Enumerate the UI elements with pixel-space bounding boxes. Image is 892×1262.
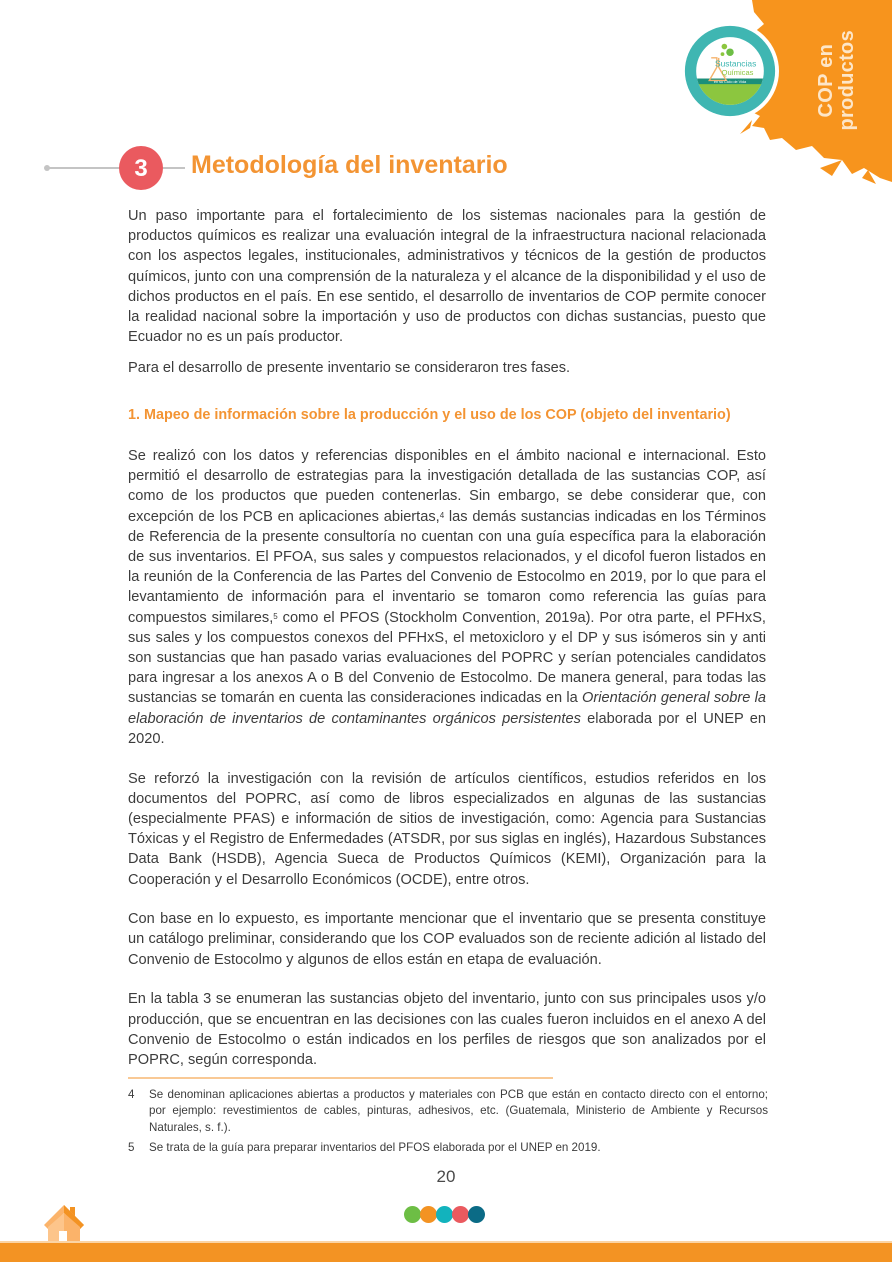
svg-text:en su Ciclo de Vida: en su Ciclo de Vida	[713, 79, 747, 84]
section-number-badge: 3	[119, 146, 163, 190]
page-number: 20	[436, 1167, 456, 1186]
dot-teal	[436, 1206, 453, 1223]
footnotes	[128, 1087, 768, 1161]
paragraph-3	[128, 446, 766, 749]
subsection-heading-1: 1. Mapeo de información sobre la producción y el uso de los COP (objeto del inventario)	[128, 407, 731, 423]
svg-text:Químicas: Químicas	[721, 67, 754, 77]
p3-part-c: como el PFOS (Stockholm Convention, 2019a). Por otra parte, el PFHxS, sus sales y los compuestos conexos del PFHxS, el metoxicloro y el DP y sus isómeros sin y anti son sustancias que han pasado varias evaluaciones del POPRC y serían potenciales candidatos para ingresar a los anexos A o B del Convenio de Estocolmo. De manera general, para todas las sustancias se tomarán en cuenta las consideraciones indicadas en la	[128, 609, 766, 707]
dot-dark-teal	[468, 1206, 485, 1223]
p3-part-a: Se realizó con los datos y referencias disponibles en el ámbito nacional e internacional. Esto permitió el desarrollo de estrategias para la investigación detallada de las sustancias COP, así como de los productos que pueden contenerlas. Sin embargo, se debe considerar que, con excepción de los PCB en aplicaciones abiertas,	[128, 448, 766, 525]
paragraph-intro	[128, 206, 766, 367]
heading-line-right	[163, 167, 185, 169]
footer-bar	[0, 1243, 892, 1262]
footnote-number: 5	[128, 1141, 135, 1155]
paragraph-6: En la tabla 3 se enumeran las sustancias objeto del inventario, junto con sus principales usos y/o producción, que se encuentran en las decisiones con las cuales fueron incluidos en el anexo A del Convenio de Estocolmo o están indicados en los perfiles de riesgos que son analizados por el POPRC, según corresponda.	[128, 991, 766, 1068]
program-logo-seal	[683, 24, 777, 118]
body-main	[128, 446, 766, 1090]
footnote-text: Se trata de la guía para preparar inventarios del PFOS elaborada por el UNEP en 2019.	[149, 1141, 601, 1155]
footnote-text: Se denominan aplicaciones abiertas a productos y materiales con PCB que están en contacto directo con el entorno; por ejemplo: revestimientos de cables, pinturas, adhesivos, etc. (Guatemala, Ministerio de Ambiente y Recursos Naturales, s. f.).	[149, 1088, 768, 1134]
color-dots-decoration	[404, 1206, 484, 1222]
p3-part-d: elaborada por el UNEP en 2020.	[128, 710, 767, 747]
dot-red	[452, 1206, 469, 1223]
side-tab-line-1: COP en	[815, 43, 837, 118]
section-title: Metodología del inventario	[191, 151, 508, 179]
footnote-number: 4	[128, 1088, 135, 1101]
footnote-4	[128, 1087, 768, 1136]
p3-part-b: las demás sustancias indicadas en los Términos de Referencia de la presente consultoría no cuentan con una guía específica para la elaboración de sus inventarios. El PFOA, sus sales y compuestos relacionados, y el dicofol fueron listados en la reunión de la Conferencia de las Partes del Convenio de Estocolmo en 2019, por lo que para el levantamiento de información para el inventario se tomaron como referencia las guías para compuestos similares,	[128, 508, 766, 626]
side-tab-line-2: productos	[836, 30, 858, 131]
paragraph-4: Se reforzó la investigación con la revisión de artículos científicos, estudios referidos en los documentos del POPRC, así como de libros especializados en algunas de las sustancias (especialmente PFAS) e información de sitios de investigación, como: Agencia para Sustancias Tóxicas y el Registro de Enfermedades (ATSDR, por sus siglas en inglés), Hazardous Substances Data Bank (HSDB), Agencia Sueca de Productos Químicos (KEMI), Organización para la Cooperación y el Desarrollo Económicos (OCDE), entre otros.	[128, 770, 766, 888]
heading-line-left	[47, 167, 127, 169]
p3-italic-title: Orientación general sobre la elaboración de inventarios de contaminantes orgánicos persistentes	[128, 690, 766, 727]
footnote-ref-5[interactable]: 5	[273, 611, 278, 621]
section-side-tab	[816, 30, 858, 130]
paragraph-phases	[128, 358, 766, 398]
logo-text-sustancias: Sustancias	[714, 58, 757, 69]
paragraph-5: Con base en lo expuesto, es importante mencionar que el inventario que se presenta constituye un catálogo preliminar, considerando que los COP evaluados son de reciente adición al listado del Convenio de Estocolmo y algunos de ellos están en etapa de evaluación.	[128, 911, 766, 968]
dot-green	[404, 1206, 421, 1223]
footnote-5	[128, 1140, 768, 1156]
home-icon[interactable]	[40, 1203, 88, 1245]
section-heading	[44, 146, 564, 190]
footnote-divider	[128, 1077, 553, 1079]
dot-orange	[420, 1206, 437, 1223]
paragraph-1: Un paso importante para el fortalecimiento de los sistemas nacionales para la gestión de productos químicos es realizar una evaluación integral de la infraestructura nacional relacionada con los aspectos legales, institucionales, administrativos y técnicos de la gestión de productos químicos, junto con una comprensión de la naturaleza y el alcance de la disponibilidad y el uso de dichos productos en el país. En ese sentido, el desarrollo de inventarios de COP permite conocer la realidad nacional sobre la importación y uso de productos con dichas sustancias, puesto que Ecuador no es un país productor.	[128, 208, 766, 346]
footnote-ref-4[interactable]: 4	[439, 510, 445, 520]
paragraph-2: Para el desarrollo de presente inventario se consideraron tres fases.	[128, 360, 571, 376]
